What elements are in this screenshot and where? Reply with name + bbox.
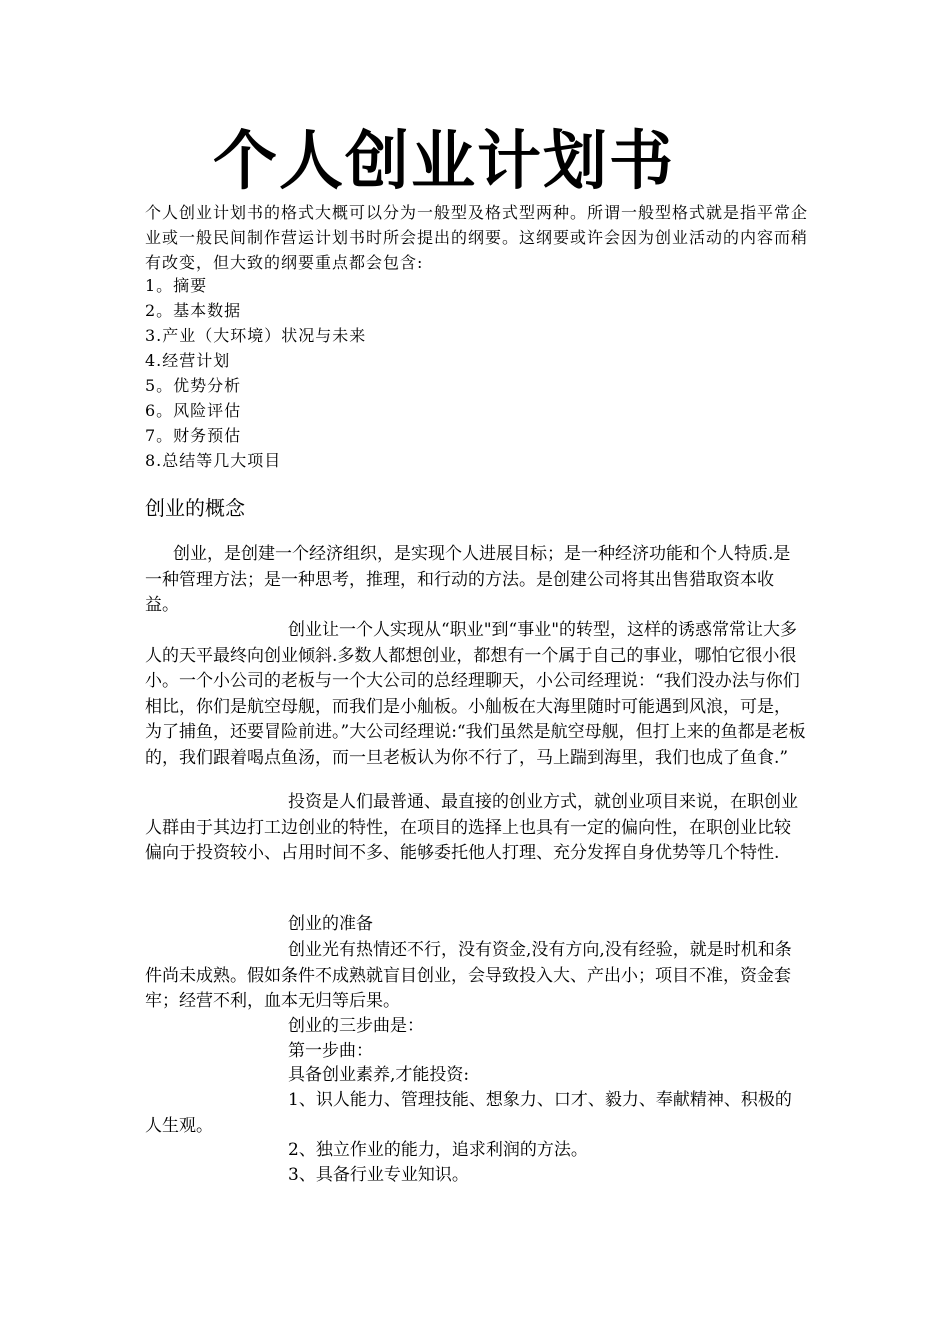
paragraph-text: 创业光有热情还不行，没有资金,没有方向,没有经验，就是时机和条件尚未成熟。假如条件不成熟就盲目创业，会导致投入大、产出小；项目不准，资金套牢；经营不利，血本无归等后果。	[145, 940, 792, 1011]
paragraph-text: 1、识人能力、管理技能、想象力、口才、毅力、奉献精神、积极的人生观。	[145, 1090, 792, 1136]
section-heading: 创业的概念	[145, 496, 245, 520]
list-item: 3.产业（大环境）状况与未来	[145, 326, 367, 345]
intro-text: 个人创业计划书的格式大概可以分为一般型及格式型两种。所谓一般型格式就是指平常企业或一般民间制作营运计划书时所会提出的纲要。这纲要或许会因为创业活动的内容而稍有改变，但大致的纲要重点都会包含:	[145, 203, 809, 272]
paragraph-preparation	[145, 938, 807, 1015]
paragraph-definition	[145, 542, 807, 619]
three-steps-label: 创业的三步曲是：	[288, 1016, 424, 1036]
page-title: 个人创业计划书	[213, 124, 675, 199]
outline-list	[145, 273, 545, 473]
paragraph-text: 投资是人们最普通、最直接的创业方式，就创业项目来说，在职创业人群由于其边打工边创业的特性，在项目的选择上也具有一定的偏向性，在职创业比较偏向于投资较小、占用时间不多、能够委托他人打理、充分发挥自身优势等几个特性.	[145, 792, 798, 863]
paragraph-text: 创业，是创建一个经济组织，是实现个人进展目标；是一种经济功能和个人特质.是一种管理方法；是一种思考，推理，和行动的方法。是创建公司将其出售猎取资本收益。	[145, 544, 791, 615]
step-one-description: 具备创业素养,才能投资:	[288, 1065, 470, 1085]
step-item-1	[145, 1088, 807, 1139]
list-item: 2。基本数据	[145, 301, 242, 320]
step-one-label: 第一步曲：	[288, 1041, 373, 1061]
intro-paragraph	[145, 200, 815, 275]
list-item: 5。优势分析	[145, 376, 242, 395]
subheading-preparation: 创业的准备	[288, 914, 373, 934]
step-item-2: 2、独立作业的能力，追求利润的方法。	[288, 1140, 588, 1160]
list-item: 6。风险评估	[145, 401, 242, 420]
step-item-3: 3、具备行业专业知识。	[288, 1165, 469, 1185]
paragraph-text: 创业让一个人实现从“职业"到“事业"的转型，这样的诱惑常常让大多人的天平最终向创业倾斜.多数人都想创业，都想有一个属于自己的事业，哪怕它很小很小。一个小公司的老板与一个大公司的总经理聊天，小公司经理说：“我们没办法与你们相比，你们是航空母舰，而我们是小舢板。小舢板在大海里随时可能遇到风浪，可是，为了捕鱼，还要冒险前进。”大公司经理说:“我们虽然是航空母舰，但打上来的鱼都是老板的，我们跟着喝点鱼汤，而一旦老板认为你不行了，马上踹到海里，我们也成了鱼食.”	[145, 620, 806, 768]
paragraph-investment	[145, 790, 807, 867]
list-item: 8.总结等几大项目	[145, 451, 282, 470]
list-item: 7。财务预估	[145, 426, 242, 445]
paragraph-career	[145, 618, 807, 771]
list-item: 4.经营计划	[145, 351, 231, 370]
list-item: 1。摘要	[145, 276, 208, 295]
